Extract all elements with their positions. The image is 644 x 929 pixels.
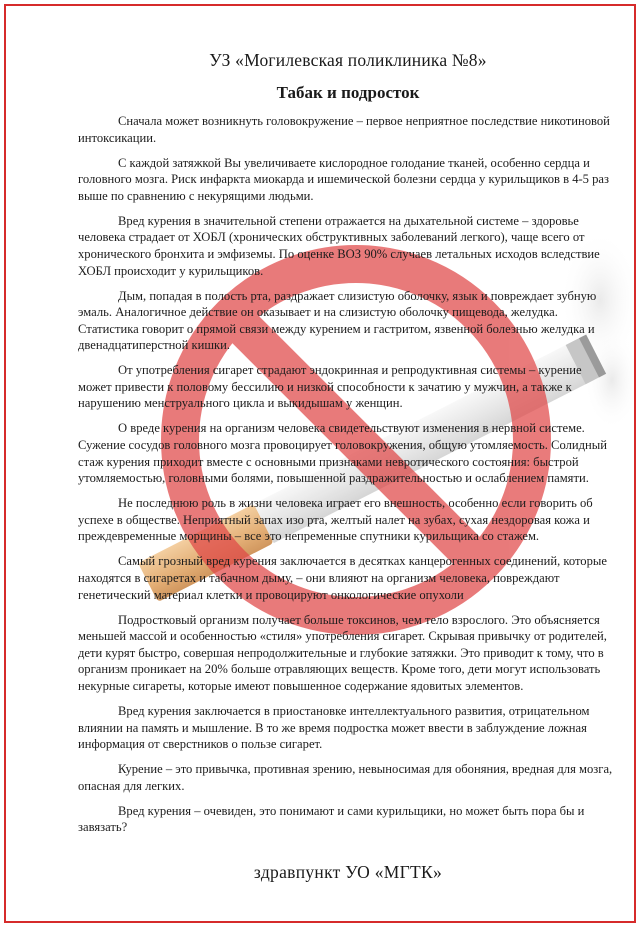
paragraph: Подростковый организм получает больше токсинов, чем тело взрослого. Это объясняется меньшей массой и особенностью «стиля» употребления сигарет. Скрывая привычку от родителей, дети курят быстро, совершая непродолжительные и глубокие затяжки. Это приводит к тому, что в организм проникает на 20% больше отравляющих веществ. Кроме того, дети могут использовать некурные сигареты, которые имеют повышенное содержание ядовитых элементов. xyxy=(78,612,607,693)
paragraph: Дым, попадая в полость рта, раздражает слизистую оболочку, язык и повреждает зубную эмаль. Аналогичное действие он оказывает и на слизистую оболочку пищевода, желудка. Статистика говорит о прямой связи между курением и гастритом, язвенной болезнью желудка и двенадцатиперстной кишки. xyxy=(78,288,597,353)
document-title: Табак и подросток xyxy=(276,83,420,102)
paragraph: С каждой затяжкой Вы увеличиваете кислородное голодание тканей, особенно сердца и головного мозга. Риск инфаркта миокарда и ишемической болезни сердца у курильщиков в 4-5 раз выше по сравнению с некурящими людьми. xyxy=(78,155,609,203)
paragraph: Вред курения заключается в приостановке интеллектуального развития, отрицательном влиянии на память и мышление. В то же время подростка может ввести в заблуждение ложная информация от сверстников о пользе сигарет. xyxy=(78,703,590,752)
paragraph: Самый грозный вред курения заключается в десятках канцерогенных соединений, которые находятся в сигаретах и табачном дыму, – они влияют на организм человека, повреждают генетический материал клетки и провоцируют онкологические опухоли xyxy=(78,554,607,602)
document-body xyxy=(78,50,618,883)
paragraph: Не последнюю роль в жизни человека играет его внешность, особенно если говорить об успехе в обществе. Неприятный запах изо рта, желтый налет на зубах, сухая нездоровая кожа и преждевременные морщины – все это непременные спутники курильщика со стажем. xyxy=(78,496,593,544)
institution-heading: УЗ «Могилевская поликлиника №8» xyxy=(209,50,487,70)
paragraph: Вред курения – очевиден, это понимают и сами курильщики, но может быть пора бы и завязать? xyxy=(78,803,585,835)
paragraph: Сначала может возникнуть головокружение – первое неприятное последствие никотиновой интоксикации. xyxy=(78,114,610,145)
paragraph: Курение – это привычка, противная зрению, невыносимая для обоняния, вредная для мозга, опасная для легких. xyxy=(78,762,613,793)
paragraph: Вред курения в значительной степени отражается на дыхательной системе – здоровье человека страдает от ХОБЛ (хронических обструктивных заболеваний легкого), чаще всего от хронического бронхита и эмфиземы. По оценке ВОЗ 90% случаев летальных исходов вследствие ХОБЛ происходит у курильщиков. xyxy=(78,213,600,278)
footer-signature: здравпункт УО «МГТК» xyxy=(253,861,443,882)
paragraph: От употребления сигарет страдают эндокринная и репродуктивная системы – курение может привести к половому бессилию и низкой способности к зачатию у мужчин, а также к нарушению менструального цикла и выкидышам у женщин. xyxy=(78,363,582,411)
paragraph: О вреде курения на организм человека свидетельствуют изменения в нервной системе. Сужение сосудов головного мозга провоцирует головокружения, общую утомляемость. Солидный стаж курения приходит вместе с основными признаками невротического состояния: быстрой утомляемостью, головными болями, повышенной раздражительностью и ослаблением памяти. xyxy=(78,421,607,486)
